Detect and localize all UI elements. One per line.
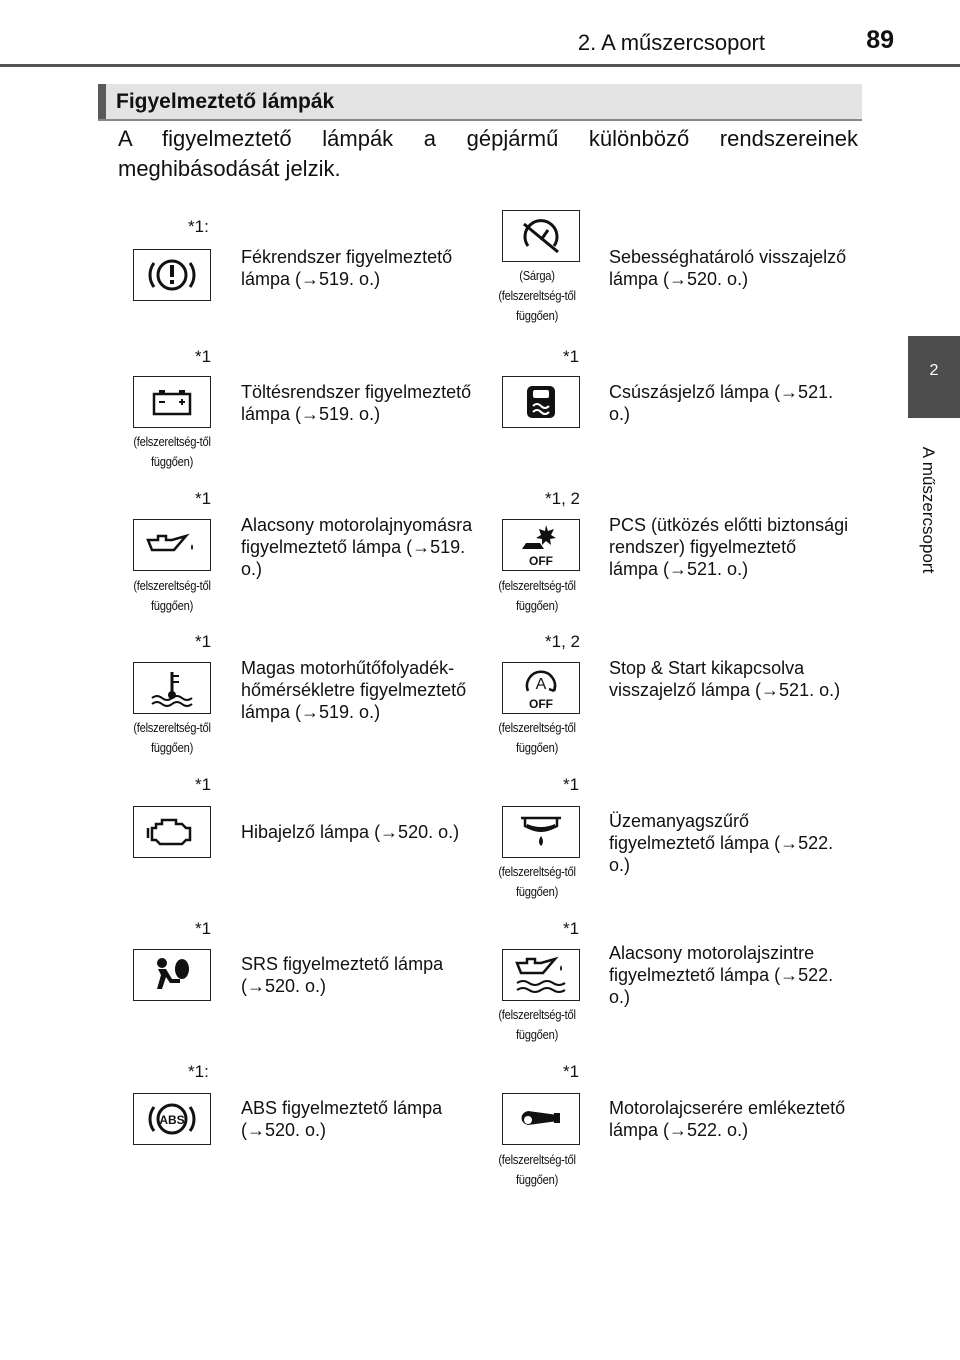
- lamp-icon-box: [133, 249, 211, 301]
- chapter-tab-label: A műszercsoport: [919, 446, 938, 574]
- svg-text:OFF: OFF: [529, 697, 553, 711]
- footnote-marker: *1: [563, 919, 580, 938]
- lamp-description: Sebességhatároló visszajelző lámpa (→520. o.): [609, 247, 847, 289]
- footnote-marker: *1: [563, 775, 580, 794]
- footnote-marker: *1:: [188, 217, 209, 236]
- header-divider: [0, 64, 960, 67]
- lamp-description: Stop & Start kikapcsolva visszajelző lámpa (→521. o.): [609, 658, 841, 700]
- lamp-note: (felszereltség-től függően): [133, 720, 211, 755]
- lamp-icon-box: [133, 1093, 211, 1145]
- lamp-icon-box: [133, 519, 211, 571]
- srs-airbag-icon: [150, 955, 194, 995]
- lamp-note: (felszereltség-től függően): [498, 864, 576, 899]
- lamp-note: (Sárga) (felszereltség-től függően): [498, 268, 576, 323]
- lamp-description: Csúszásjelző lámpa (→521. o.): [609, 382, 834, 424]
- lamp-icon-box: [133, 662, 211, 714]
- footnote-marker: *1: [195, 347, 212, 366]
- lamp-description: Magas motorhűtőfolyadék-hőmérsékletre figyelmeztető lámpa (→519. o.): [241, 658, 467, 722]
- section-heading: [98, 84, 862, 121]
- lamp-icon-box: [502, 1093, 580, 1145]
- lamp-icon-box: [133, 376, 211, 428]
- lamp-icon-box: [502, 519, 580, 571]
- chapter-tab-number: 2: [929, 362, 939, 379]
- lamp-note: (felszereltség-től függően): [498, 720, 576, 755]
- slip-indicator-icon: [521, 382, 561, 422]
- lamp-description: PCS (ütközés előtti biztonsági rendszer) figyelmeztető lámpa (→521. o.): [609, 515, 849, 579]
- check-engine-icon: [146, 814, 198, 850]
- lamp-note: (felszereltség-től függően): [498, 1152, 576, 1187]
- svg-text:ABS: ABS: [159, 1113, 185, 1127]
- lamp-description: Üzemanyagszűrő figyelmeztető lámpa (→522. o.): [609, 811, 834, 875]
- footnote-marker: *1:: [188, 1062, 209, 1081]
- svg-text:A: A: [535, 676, 547, 693]
- oil-change-wrench-icon: [516, 1099, 566, 1139]
- footnote-marker: *1: [195, 489, 212, 508]
- lamp-description: Fékrendszer figyelmeztető lámpa (→519. o.): [241, 247, 453, 289]
- low-oil-level-icon: [513, 955, 569, 995]
- lamp-icon-box: [502, 949, 580, 1001]
- page-number: 89: [866, 26, 894, 54]
- lamp-description: Töltésrendszer figyelmeztető lámpa (→519. o.): [241, 382, 472, 424]
- lamp-description: ABS figyelmeztető lámpa (→520. o.): [241, 1098, 443, 1140]
- lamp-icon-box: [502, 662, 580, 714]
- lamp-icon-box: [502, 806, 580, 858]
- footnote-marker: *1: [563, 1062, 580, 1081]
- lamp-description: SRS figyelmeztető lámpa (→520. o.): [241, 954, 444, 996]
- footnote-marker: *1: [195, 632, 212, 651]
- lamp-description: Alacsony motorolajszintre figyelmeztető lámpa (→522. o.): [609, 943, 834, 1007]
- section-heading-accent: [98, 84, 106, 119]
- battery-charging-icon: [150, 387, 194, 417]
- lamp-icon-box: [502, 210, 580, 262]
- page-header-title: 2. A műszercsoport: [577, 30, 765, 55]
- pcs-off-icon: [516, 523, 566, 567]
- section-title: Figyelmeztető lámpák: [116, 90, 335, 113]
- speed-limiter-icon: [514, 216, 568, 256]
- lamp-description: Alacsony motorolajnyomásra figyelmeztető lámpa (→519. o.): [241, 515, 473, 579]
- brake-warning-icon: [147, 255, 197, 295]
- coolant-temp-icon: [146, 668, 198, 708]
- stop-start-off-icon: [516, 665, 566, 711]
- abs-warning-icon: [147, 1099, 197, 1139]
- lamp-note: (felszereltség-től függően): [133, 434, 211, 469]
- lamp-note: (felszereltség-től függően): [498, 578, 576, 613]
- lamp-description: Motorolajcserére emlékeztető lámpa (→522. o.): [609, 1098, 846, 1140]
- chapter-tab: [908, 336, 960, 418]
- oil-pressure-icon: [144, 530, 200, 560]
- footnote-marker: *1: [195, 775, 212, 794]
- lamp-icon-box: [502, 376, 580, 428]
- footnote-marker: *1, 2: [545, 489, 580, 508]
- lamp-icon-box: [133, 949, 211, 1001]
- lamp-icon-box: [133, 806, 211, 858]
- lamp-description: Hibajelző lámpa (→520. o.): [241, 822, 460, 842]
- footnote-marker: *1, 2: [545, 632, 580, 651]
- lamp-note: (felszereltség-től függően): [498, 1007, 576, 1042]
- chapter-tab-label-wrap: [893, 430, 960, 590]
- footnote-marker: *1: [563, 347, 580, 366]
- fuel-filter-icon: [515, 812, 567, 852]
- lamp-note: (felszereltség-től függően): [133, 578, 211, 613]
- intro-paragraph: A figyelmeztető lámpák a gépjármű különböző rendszereinek meghibásodását jelzik.: [118, 126, 858, 181]
- svg-text:OFF: OFF: [529, 554, 553, 567]
- footnote-marker: *1: [195, 919, 212, 938]
